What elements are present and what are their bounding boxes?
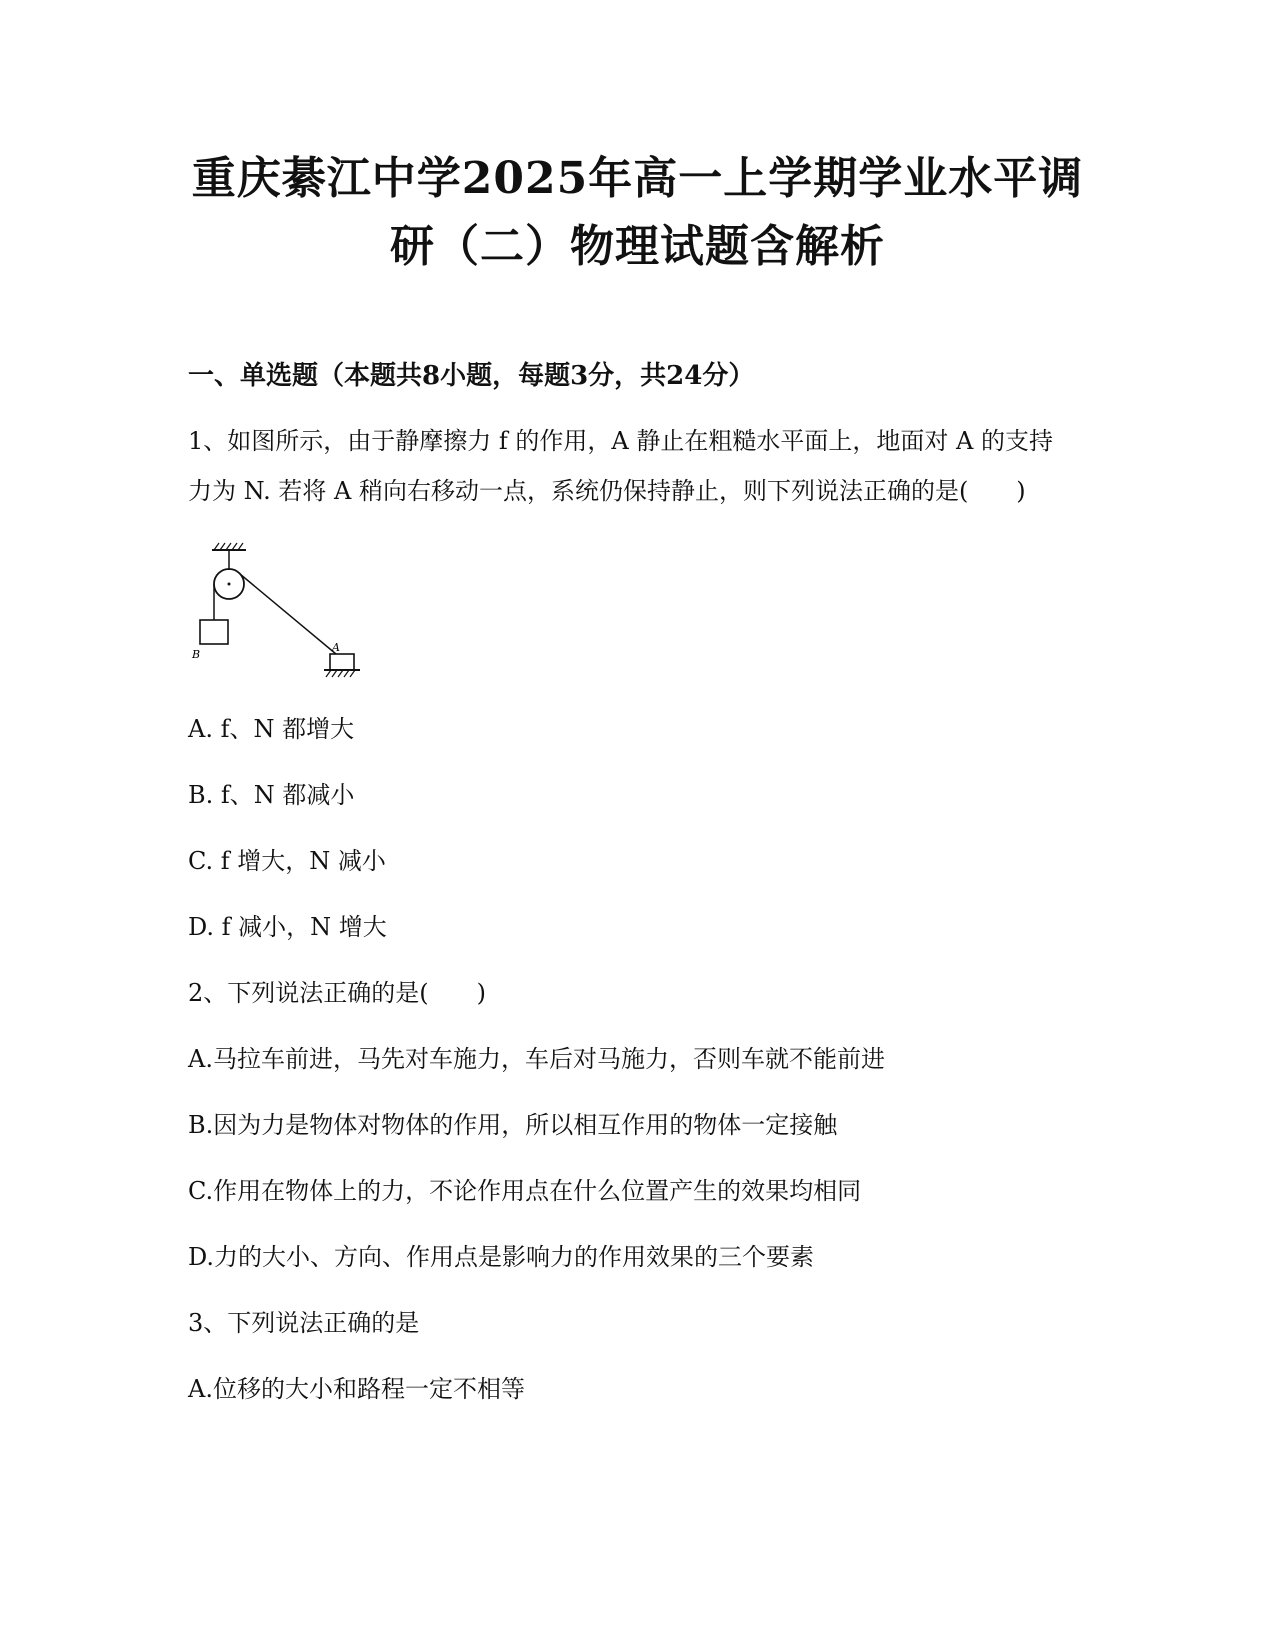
q2-stem: 2、下列说法正确的是( ) <box>188 979 486 1007</box>
q3-option-a: A.位移的大小和路程一定不相等 <box>188 1375 525 1403</box>
q2-option-c: C.作用在物体上的力，不论作用点在什么位置产生的效果均相同 <box>188 1177 862 1205</box>
label-b: B <box>192 648 201 661</box>
rope-to-a <box>240 574 336 654</box>
block-b <box>200 620 228 644</box>
q1-option-b: B. f、N 都减小 <box>188 781 355 809</box>
q3-stem: 3、下列说法正确的是 <box>188 1309 420 1337</box>
q1-option-a: A. f、N 都增大 <box>188 715 355 743</box>
block-a <box>330 654 354 670</box>
q2-option-d: D.力的大小、方向、作用点是影响力的作用效果的三个要素 <box>188 1243 815 1271</box>
document-title-line-2: 研（二）物理试题含解析 <box>390 221 885 272</box>
q1-stem-line-2: 力为 N. 若将 A 稍向右移动一点，系统仍保持静止，则下列说法正确的是( ) <box>188 477 1026 505</box>
q1-option-d: D. f 减小，N 增大 <box>188 913 387 941</box>
q2-option-b: B.因为力是物体对物体的作用，所以相互作用的物体一定接触 <box>188 1111 838 1139</box>
pulley-axle <box>228 583 231 586</box>
q2-option-a: A.马拉车前进，马先对车施力，车后对马施力，否则车就不能前进 <box>188 1045 885 1073</box>
label-a: A <box>332 641 340 654</box>
document-title-line-1: 重庆綦江中学2025年高一上学期学业水平调 <box>191 153 1084 204</box>
pulley-diagram <box>190 540 390 710</box>
q1-option-c: C. f 增大，N 减小 <box>188 847 386 875</box>
section-heading: 一、单选题（本题共8小题，每题3分，共24分） <box>188 361 755 391</box>
ground-hatch <box>326 670 355 677</box>
ceiling-hatch <box>214 543 243 550</box>
q1-stem-line-1: 1、如图所示，由于静摩擦力 f 的作用，A 静止在粗糙水平面上，地面对 A 的支持 <box>188 427 1053 455</box>
